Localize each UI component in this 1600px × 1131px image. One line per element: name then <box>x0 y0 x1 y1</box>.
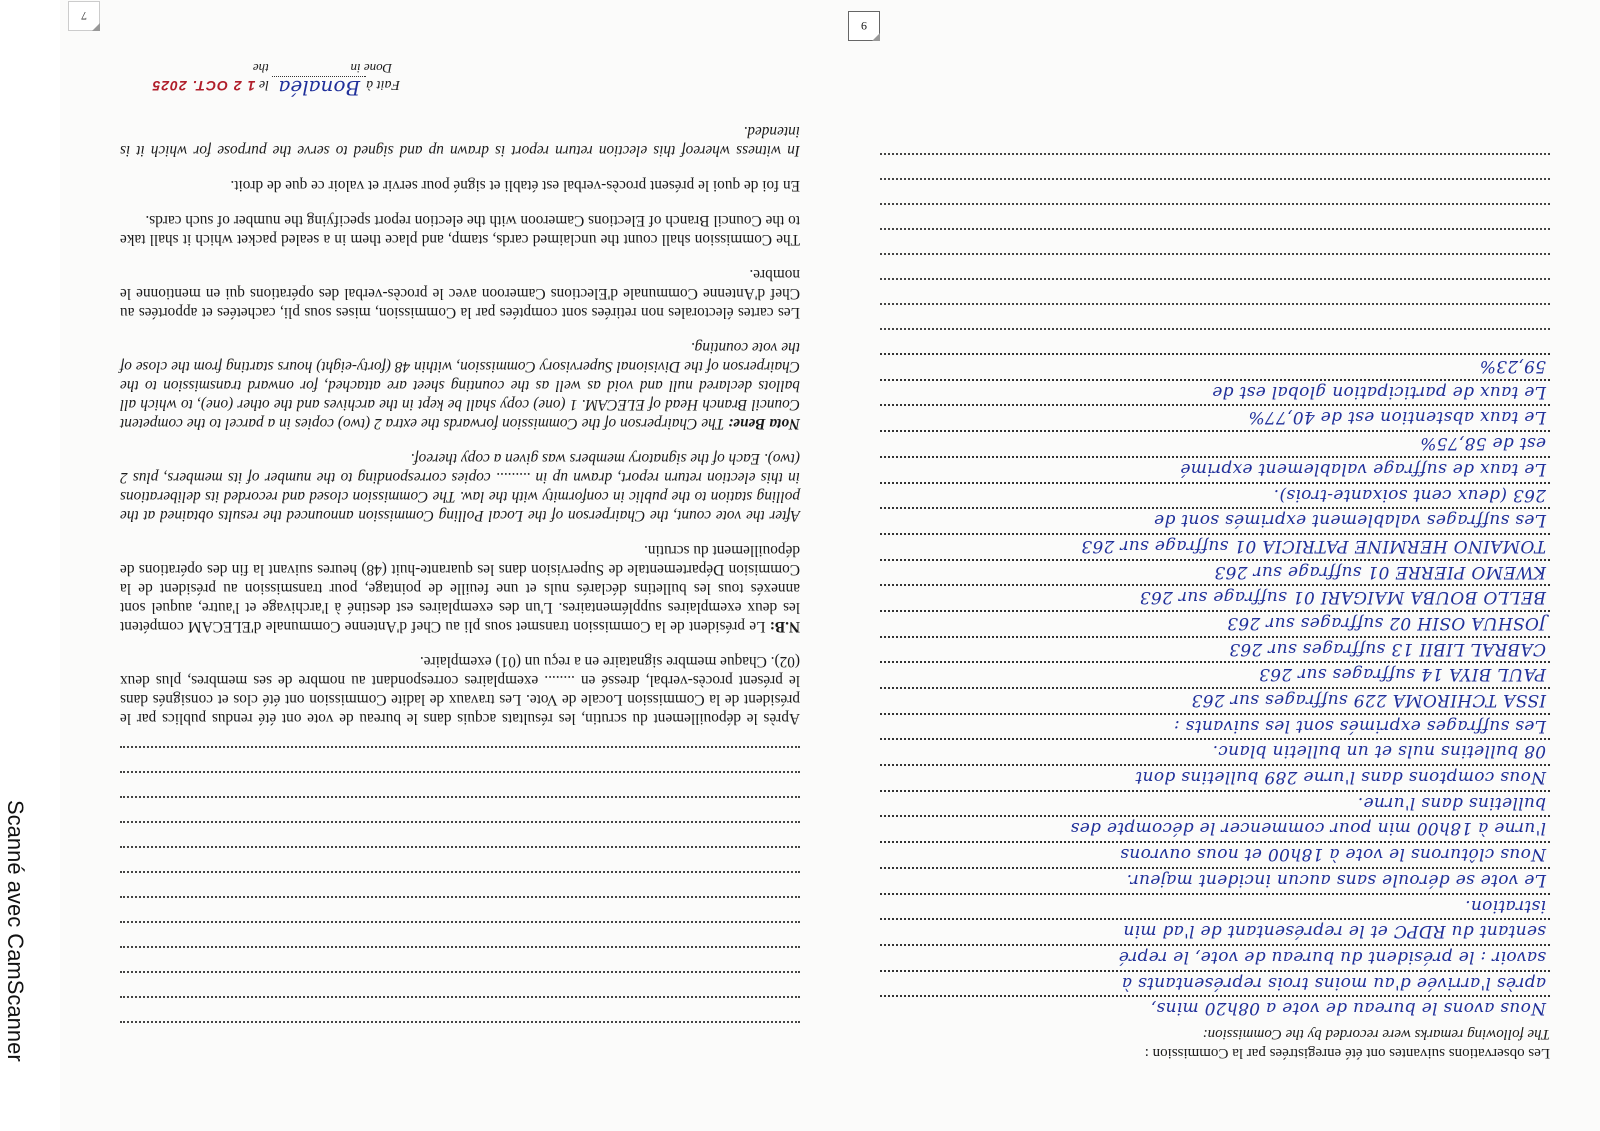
procedure-page <box>60 0 830 1131</box>
dotted-line <box>120 796 800 821</box>
le-label: le <box>258 77 269 92</box>
handwritten-text: est de 58,75% <box>1419 433 1546 454</box>
paragraph-text: The Chairperson of the Commission forwards the extra 2 (two) copies in a parcel to the competent Council Branch Head of ELECAM. 1 (one) copy shall be kept in the archives and the other (one), to which all ballots declared null and void as well as the counting sheet are attached, for onward transmission to the Chairperson of the Divisional Supervisory Commission, within 48 (forty-eight) hours starting from the close of the vote counting. <box>120 339 800 432</box>
paragraph <box>120 652 800 728</box>
handwritten-text: Les suffrages exprimés sont les suivants : <box>1173 715 1546 736</box>
dotted-line <box>880 328 1550 353</box>
dotted-line <box>120 1021 800 1046</box>
remarks-heading-fr: Les observations suivantes ont été enregistrées par la Commission : <box>1144 1045 1550 1061</box>
handwritten-text: Nous avons le bureau de vote a 08h20 mins, <box>1150 998 1546 1019</box>
dotted-line <box>120 871 800 896</box>
handwritten-line <box>880 893 1550 919</box>
camscanner-watermark <box>3 800 48 1100</box>
paragraph-text: After the vote count, the Chairperson of the Local Polling Commission announced the results obtained at the polling station to the public in conformity with the law. The Commission closed and recorded its deliberations in this election return report, drawn up in ......... copies corresponding to the number of its members, plus 2 (two). Each of the signatory members was given a copy thereof. <box>120 450 800 524</box>
handwritten-line <box>880 841 1550 867</box>
handwritten-text: savoir : le président du bureau de vote, le repré <box>1118 946 1546 967</box>
handwritten-line <box>880 636 1550 662</box>
paragraph-text: Les cartes électorales non retirées sont comptées par la Commission, mises sous pli, cachetées et apportées au Chef d'Antenne Communale d'Elections Cameroon avec le procès-verbal des opérations qui en mentionne le nombre. <box>120 266 800 321</box>
dotted-line <box>120 971 800 996</box>
dotted-line <box>120 846 800 871</box>
done-in-label: Done in <box>350 61 392 76</box>
handwritten-text: 263 (deux cent soixante-trois). <box>1273 484 1546 505</box>
handwritten-line <box>880 610 1550 636</box>
handwritten-text: Le taux de participation global est de <box>1211 381 1546 402</box>
paragraph-text: Après le dépouillement du scrutin, les résultats acquis dans le bureau de vote ont été rendus publics par le président de la Commission Locale de Vote. Les travaux de ladite Commission ont été clos et consignés dans le présent procès-verbal, dressé en ........ exemplaires correspondant au nombre de ses membres, plus deux (02). Chaque membre signataire en a reçu un (01) exemplaire. <box>120 653 800 727</box>
paragraph-prefix: Nota Bene: <box>728 415 800 432</box>
watermark-text: Scanné avec CamScanner <box>3 800 28 1062</box>
handwritten-line <box>880 867 1550 893</box>
paragraph-prefix: N.B: <box>769 618 800 635</box>
handwritten-line <box>880 738 1550 764</box>
dotted-line <box>120 996 800 1021</box>
handwritten-text: Le taux abstention est de 40,77% <box>1248 407 1546 428</box>
paragraph-text: En foi de quoi le présent procès-verbal est établi et signé pour servir et valoir ce que de droit. <box>230 177 800 194</box>
dotted-line <box>880 303 1550 328</box>
page-number-badge <box>68 1 100 31</box>
dotted-line <box>880 228 1550 253</box>
paragraph <box>120 176 800 195</box>
signature-place: Bonaléa <box>278 76 361 100</box>
dotted-line <box>120 896 800 921</box>
page-number: 7 <box>81 9 87 24</box>
handwritten-line <box>880 713 1550 739</box>
handwritten-text: TOMAINO HERMINE PATRICIA 01 suffrage sur 263 <box>1081 535 1546 556</box>
handwritten-text: PAUL BIYA 14 suffrages sur 263 <box>1258 664 1546 685</box>
scanned-sheet <box>60 0 1600 1131</box>
handwritten-text: Nous clôturons le vote à 18h00 et nous ouvrons <box>1120 844 1546 865</box>
handwritten-line <box>880 482 1550 508</box>
dotted-line <box>120 746 800 771</box>
dotted-line <box>120 946 800 971</box>
handwritten-text: ISSA TCHIROMA 229 suffrages sur 263 <box>1191 690 1546 711</box>
handwritten-text: Le taux de suffrage valablement exprimé <box>1180 458 1546 479</box>
fait-a-label: Fait à <box>366 77 400 92</box>
handwritten-text: sentant du RDPC et le représentant de l'ad min <box>1123 921 1546 942</box>
handwritten-line <box>880 379 1550 405</box>
signature-block <box>120 60 400 100</box>
handwritten-line <box>880 456 1550 482</box>
handwritten-text: KWEMO PIERRE 01 suffrage sur 263 <box>1214 561 1546 582</box>
dotted-line <box>880 153 1550 178</box>
dotted-line <box>880 253 1550 278</box>
handwritten-text: istration. <box>1464 895 1546 916</box>
handwritten-line <box>880 970 1550 996</box>
handwritten-text: l'urne à 18h00 min pour commencer le décompte des <box>1070 818 1546 839</box>
handwritten-text: BELLO BOUBA MAIGARI 01 suffrage sur 263 <box>1139 587 1546 608</box>
remarks-page <box>830 0 1600 1131</box>
handwritten-line <box>880 687 1550 713</box>
handwritten-line <box>880 584 1550 610</box>
handwritten-line <box>880 507 1550 533</box>
page-number: 9 <box>861 19 867 34</box>
empty-dotted-lines <box>880 153 1550 353</box>
handwritten-line <box>880 790 1550 816</box>
handwritten-line <box>880 405 1550 431</box>
paragraph-text: In witness whereof this election return report is drawn up and signed to serve the purpose for which it is intended. <box>120 123 800 159</box>
paragraph <box>120 122 800 160</box>
date-stamp: 1 2 OCT. 2025 <box>151 78 256 94</box>
handwritten-text: Le vote se déroule sans aucun incident majeur. <box>1126 869 1546 890</box>
handwritten-text: JOSHUA OSIH 02 suffrages sur 263 <box>1226 613 1546 633</box>
handwritten-line <box>880 559 1550 585</box>
handwritten-line <box>880 944 1550 970</box>
dotted-line <box>120 771 800 796</box>
paragraph <box>120 211 800 249</box>
handwritten-line <box>880 816 1550 842</box>
handwritten-line <box>880 995 1550 1021</box>
paragraph-text: The Commission shall count the unclaimed cards, stamp, and place them in a sealed packet which it shall take to the Council Branch of Elections Cameroon with the election report specifying the number of such cards. <box>120 212 800 248</box>
dotted-line <box>880 278 1550 303</box>
handwritten-text: CABRAL LIBII 13 suffrages sur 263 <box>1228 638 1546 659</box>
dotted-line <box>880 178 1550 203</box>
legal-paragraphs <box>120 122 800 728</box>
paragraph-text: Le président de la Commission transmet sous pli au Chef d'Antenne Communale d'ELECAM compétent les deux exemplaires supplémentaires. L'un des exemplaires est destiné à l'archivage et l'autre, auquel sont annexés tous les bulletins déclarés nuls et une feuille de pointage, pour transmission au président de la Commision Départementale de Supervision dans les quarante-huit (48) heures suivant la fin des opérations de dépouillement du scrutin. <box>120 542 800 635</box>
handwritten-line <box>880 764 1550 790</box>
page-number-badge <box>848 11 880 41</box>
handwritten-text: bulletins dans l'urne. <box>1357 792 1546 813</box>
paragraph <box>120 541 800 636</box>
handwritten-text: 59,23% <box>1479 356 1546 377</box>
handwritten-line <box>880 918 1550 944</box>
paragraph <box>120 338 800 433</box>
handwritten-text: après l'arrivée d'au moins trois représentants à <box>1121 972 1546 993</box>
dotted-line <box>880 203 1550 228</box>
paragraph <box>120 265 800 322</box>
remarks-heading-en: The following remarks were recorded by the Commission: <box>1202 1026 1550 1042</box>
empty-dotted-lines <box>120 746 800 1046</box>
paragraph <box>120 449 800 525</box>
handwritten-line <box>880 353 1550 379</box>
handwritten-line <box>880 430 1550 456</box>
handwritten-text: Nous comptons dans l'urne 289 bulletins dont <box>1135 767 1546 788</box>
handwritten-remarks <box>880 353 1550 1021</box>
handwritten-text: Les suffrages valablement exprimés sont de <box>1153 510 1546 531</box>
handwritten-text: 08 bulletins nuls et un bulletin blanc. <box>1212 741 1546 762</box>
dotted-line <box>120 921 800 946</box>
dotted-line <box>120 821 800 846</box>
handwritten-line <box>880 661 1550 687</box>
the-label: the <box>252 61 269 76</box>
handwritten-line <box>880 533 1550 559</box>
